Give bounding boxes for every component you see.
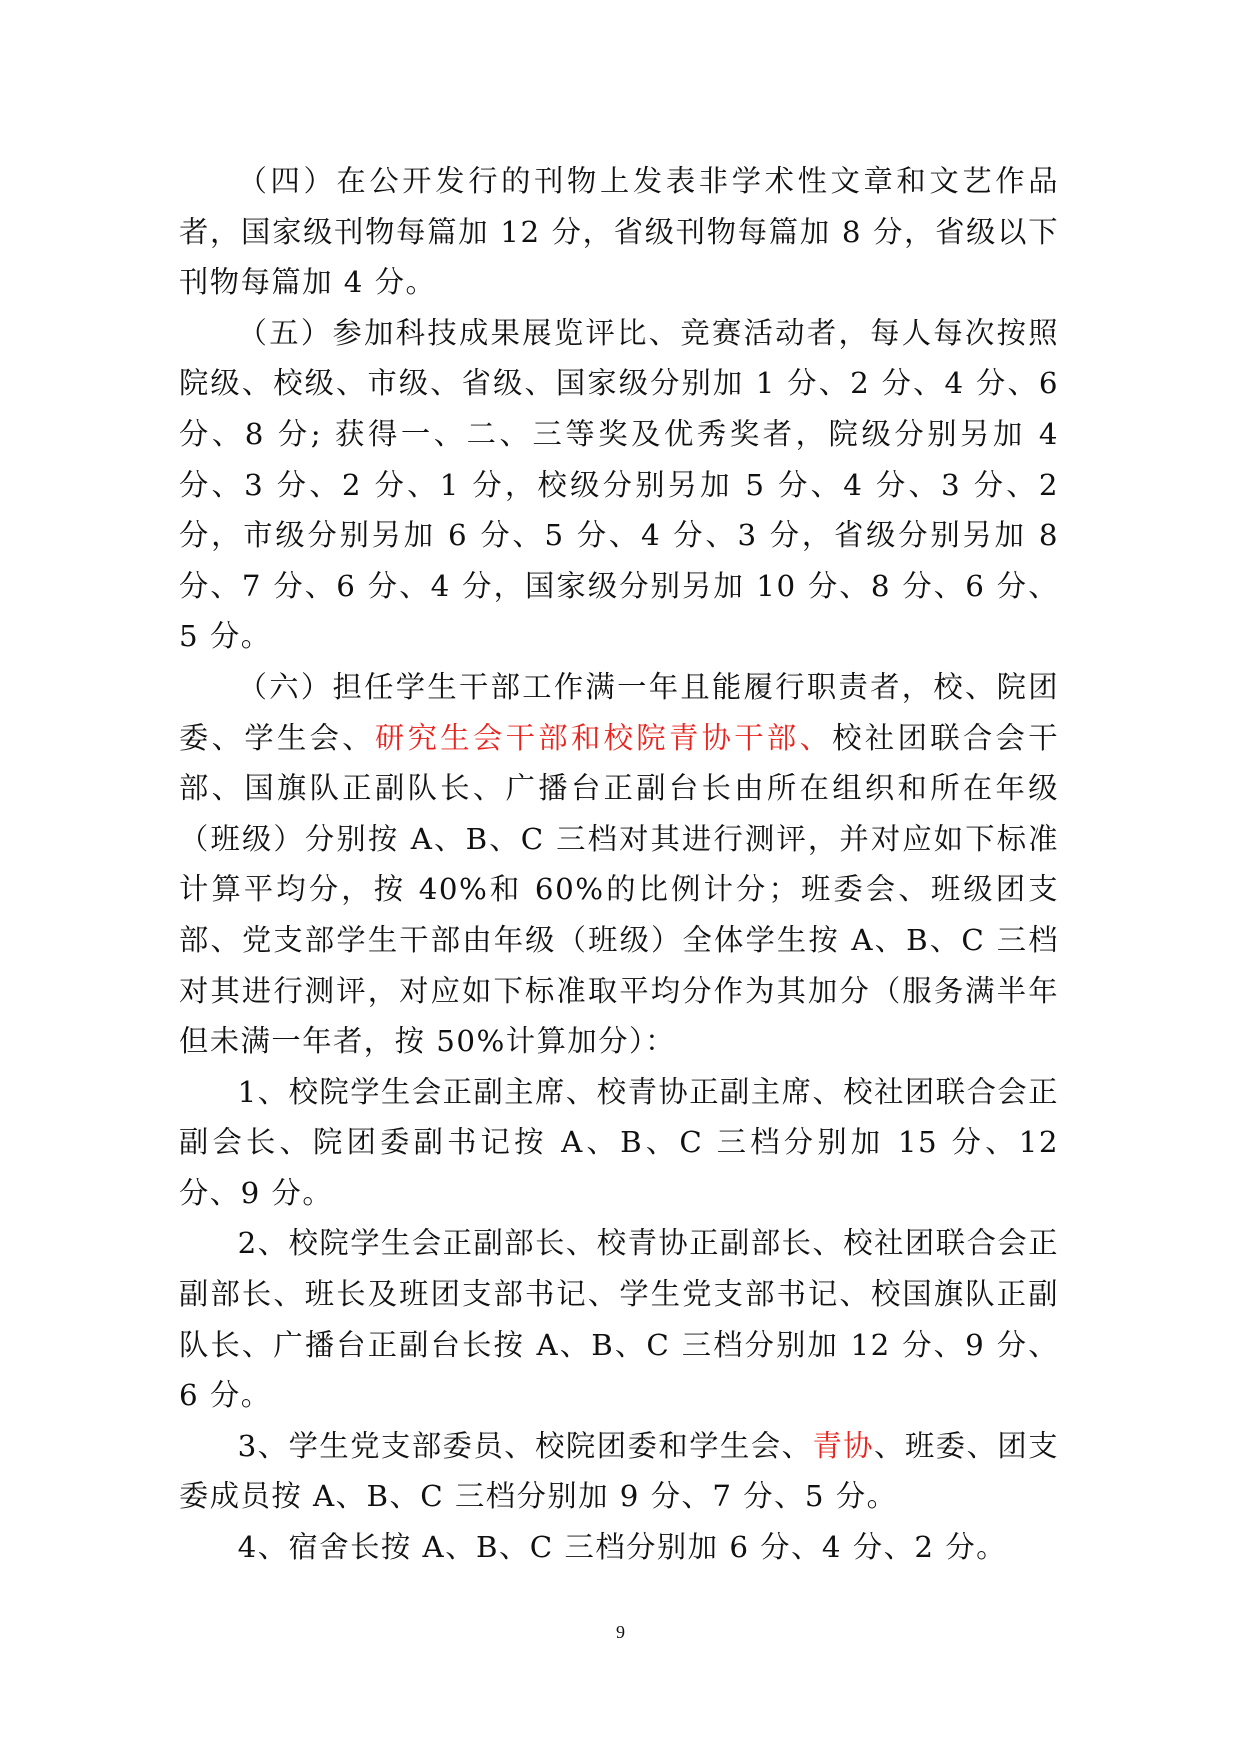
highlighted-text-volunteer-association: 青协: [812, 1428, 875, 1463]
paragraph-publications: （四）在公开发行的刊物上发表非学术性文章和文艺作品者，国家级刊物每篇加 12 分，省级刊物每篇加 8 分，省级以下刊物每篇加 4 分。: [179, 164, 1059, 300]
document-body: [179, 156, 1059, 1573]
list-item-chairs: 1、校院学生会正副主席、校青协正副主席、校社团联合会正副会长、院团委副书记按 A、B、C 三档分别加 15 分、12 分、9 分。: [179, 1074, 1059, 1210]
list-item-committee-members-part-a: 3、学生党支部委员、校院团委和学生会、: [237, 1428, 813, 1463]
highlighted-text-graduate-union: 研究生会干部和校院青协干部、: [374, 720, 833, 755]
list-item-committee-members: [179, 1421, 1059, 1522]
list-item-committee-members-part-b: 、班委、团支委成员按 A、B、C 三档分别加 9 分、7 分、5 分。: [179, 1428, 1060, 1514]
list-item-dorm-leader: 4、宿舍长按 A、B、C 三档分别加 6 分、4 分、2 分。: [237, 1530, 1007, 1565]
paragraph-student-cadres: [179, 662, 1059, 1067]
paragraph-competitions: （五）参加科技成果展览评比、竞赛活动者，每人每次按照院级、校级、市级、省级、国家级分别加 1 分、2 分、4 分、6 分、8 分; 获得一、二、三等奖及优秀奖者，院级分别另加 4 分、3 分、2 分、1 分，校级分别另加 5 分、4 分、3 分、2 分，市级分别另加 6 分、5 分、4 分、3 分，省级分别另加 8 分、7 分、6 分、4 分，国家级分别另加 10 分、8 分、6 分、5 分。: [179, 315, 1059, 654]
paragraph-student-cadres-part-b: 校社团联合会干部、国旗队正副队长、广播台正副台长由所在组织和所在年级（班级）分别按 A、B、C 三档对其进行测评，并对应如下标准计算平均分，按 40%和 60%的比例计分；班委会、班级团支部、党支部学生干部由年级（班级）全体学生按 A、B、C 三档对其进行测评，对应如下标准取平均分作为其加分（服务满半年但未满一年者，按 50%计算加分）：: [179, 720, 1060, 1059]
paragraph-student-cadres-part-a: （六）担任学生干部工作满一年且能履行职责者，校、院团委、学生会、: [179, 669, 1059, 755]
page-number: 9: [616, 1622, 625, 1642]
list-item-ministers: 2、校院学生会正副部长、校青协正副部长、校社团联合会正副部长、班长及班团支部书记、学生党支部书记、校国旗队正副队长、广播台正副台长按 A、B、C 三档分别加 12 分、9 分、6 分。: [179, 1226, 1059, 1413]
